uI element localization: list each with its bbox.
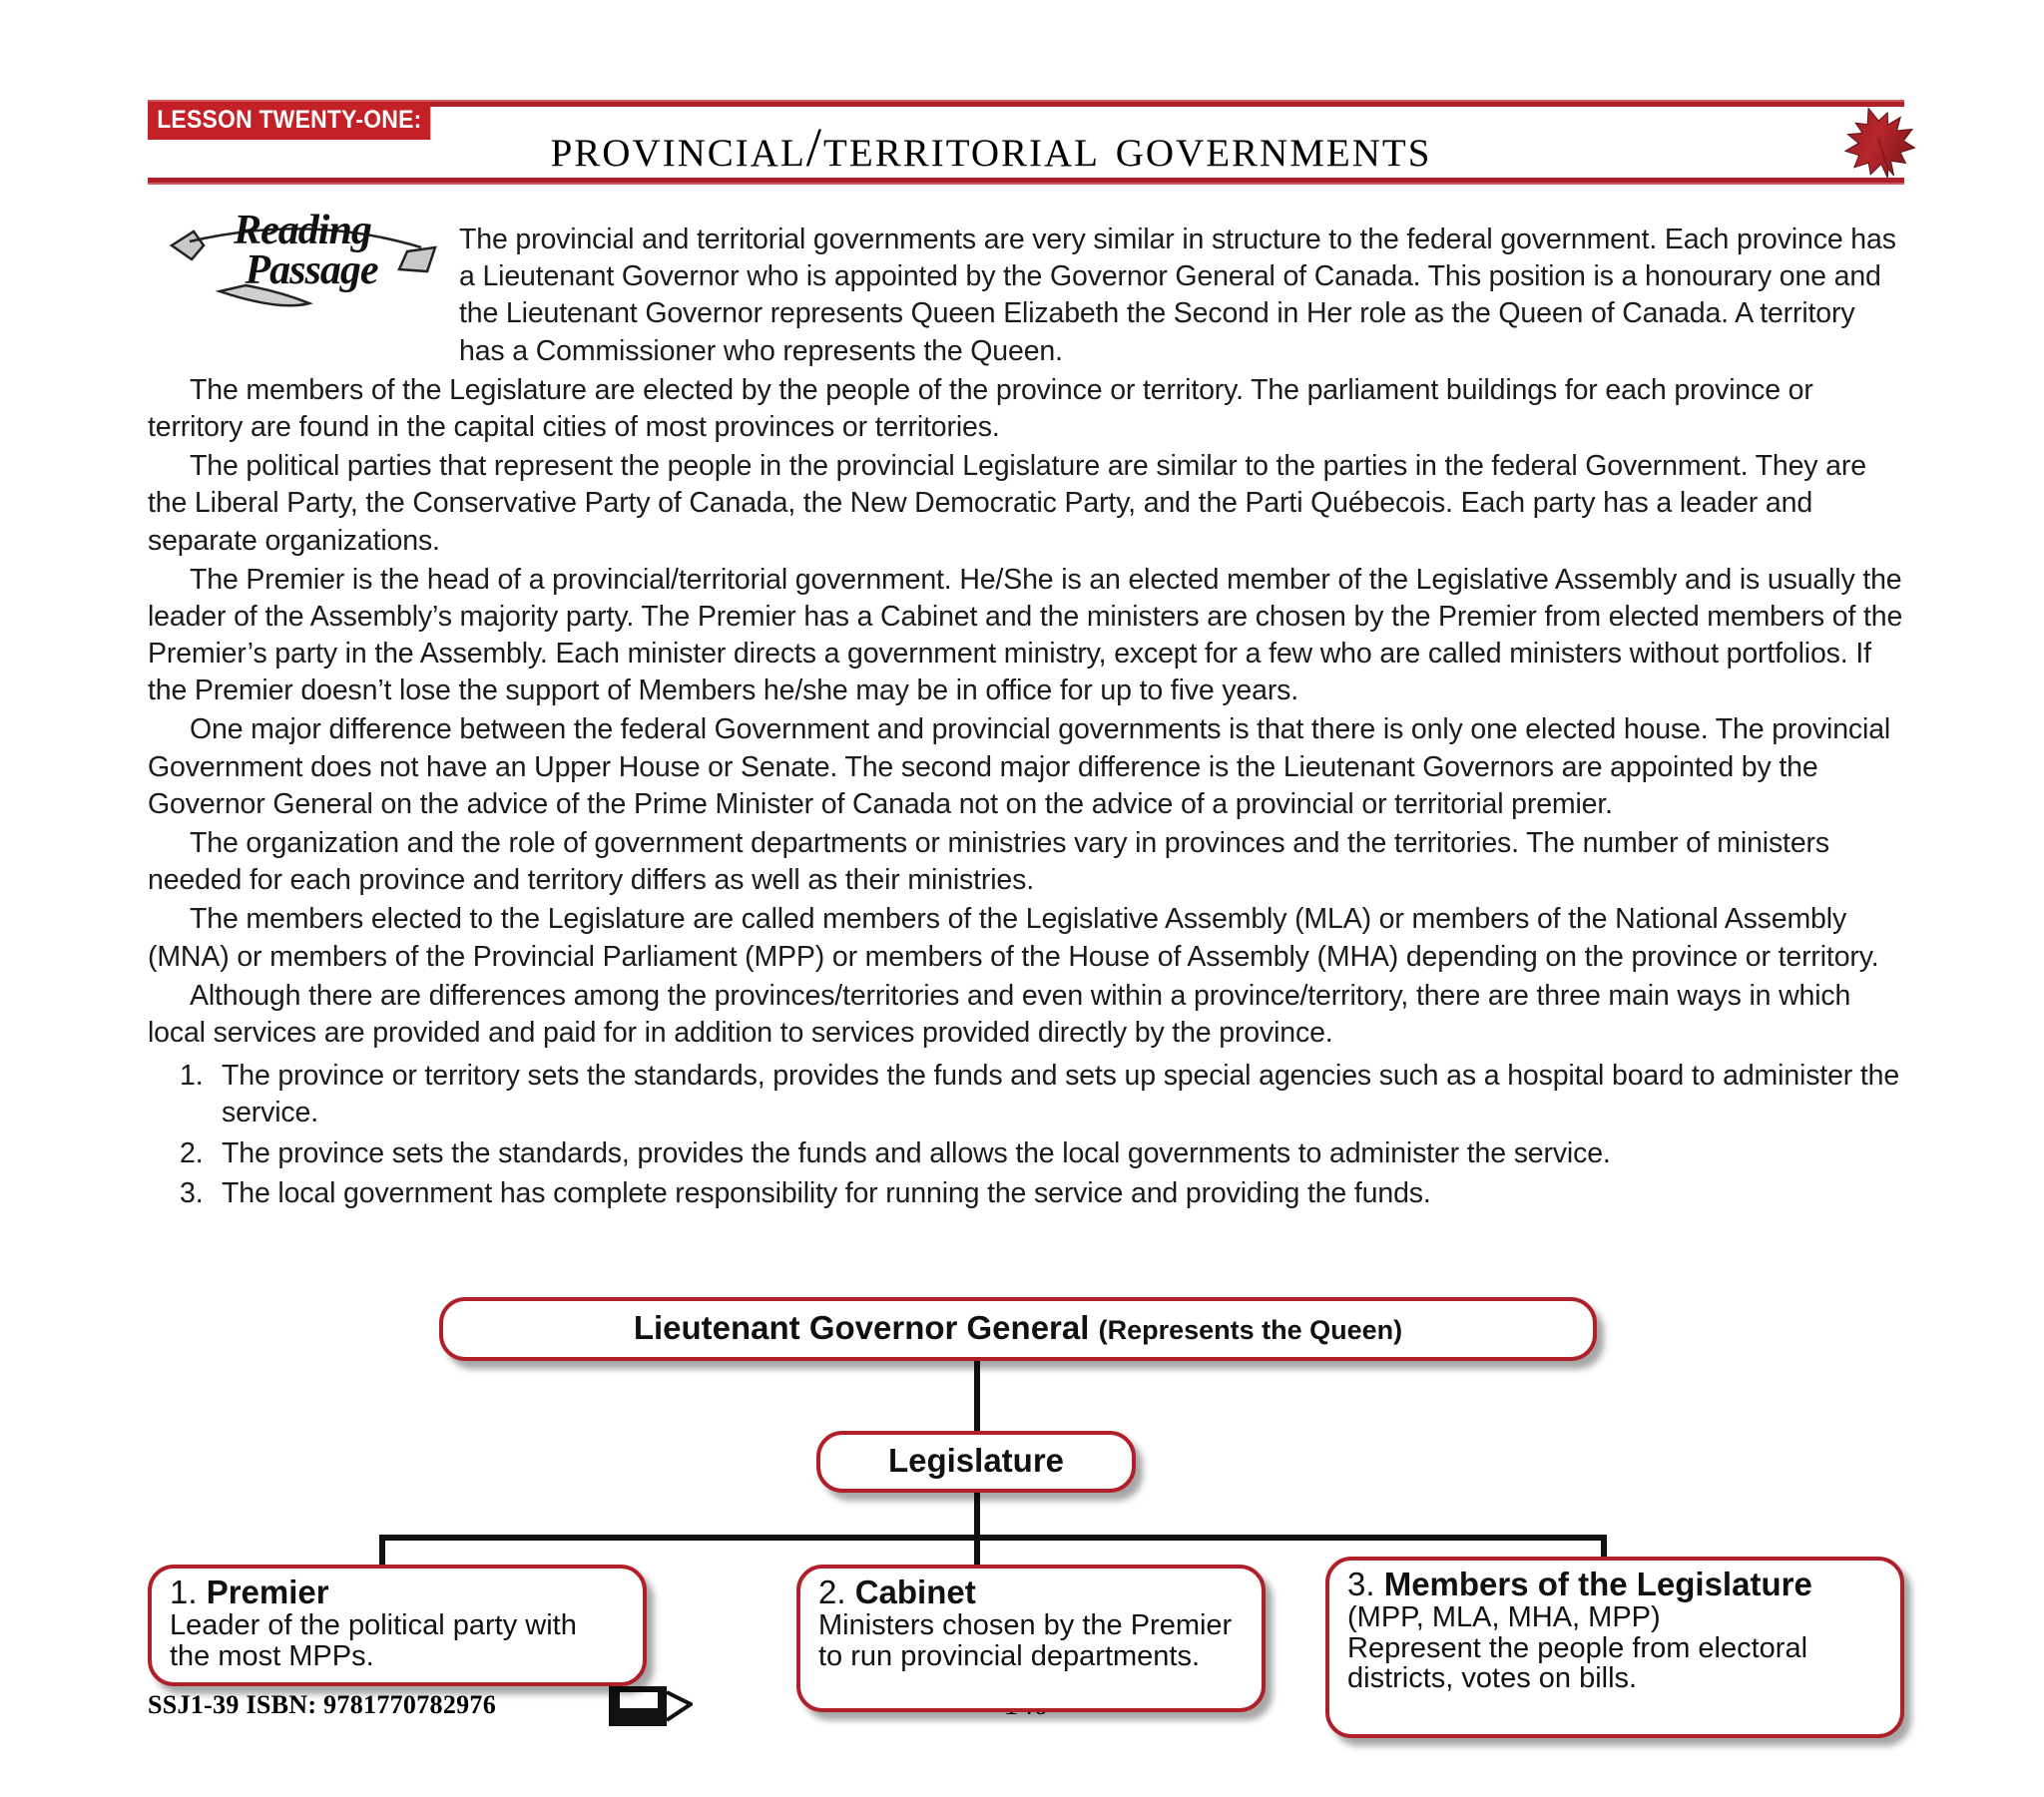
node-title — [170, 1574, 625, 1610]
paragraph-6: The organization and the role of government departments or ministries vary in provinces and the territories. The number of ministers needed for each province and territory differs as well as their ministries. — [148, 827, 1829, 897]
diagram-node-legislature — [816, 1431, 1136, 1493]
node-title — [818, 1574, 1244, 1610]
paragraph-2: The members of the Legislature are elected by the people of the province or territory. The parliament buildings for each province or territory are found in the capital cities of most provinces or territories. — [148, 373, 1813, 443]
diagram-node-lieutenant-governor-general — [439, 1297, 1597, 1361]
node-title — [461, 1310, 1575, 1346]
connector-mid-vertical — [974, 1491, 980, 1571]
node-body: Represent the people from electoral districts, votes on bills. — [1347, 1631, 1808, 1695]
node-title: Legislature — [887, 1442, 1065, 1479]
diagram-node-cabinet — [796, 1565, 1266, 1712]
node-number: 1. — [170, 1573, 207, 1610]
connector-top-vertical — [974, 1359, 980, 1433]
diagram-node-members-of-the-legislature — [1325, 1557, 1904, 1738]
node-title — [1347, 1567, 1882, 1602]
node-name: Cabinet — [854, 1573, 976, 1610]
reading-passage-line2: Passage — [245, 246, 378, 293]
passage-body — [148, 222, 1904, 1215]
list-item: The province or territory sets the standards, provides the funds and sets up special agencies such as a hospital board to administer the service. — [222, 1060, 1900, 1129]
paragraph-7: The members elected to the Legislature are called members of the Legislative Assembly (MLA) or members of the National Assembly (MNA) or members of the Provincial Parliament (MPP) or members of the House of Assembly (MHA) depending on the province or territory. — [148, 903, 1879, 973]
node-name: Premier — [206, 1573, 329, 1610]
list-item: The province sets the standards, provides the funds and allows the local governments to administer the service. — [222, 1136, 1611, 1169]
paragraph-5: One major difference between the federal Government and provincial governments is that there is only one elected house. The provincial Government does not have an Upper House or Senate. The second major difference is the Lieutenant Governors are appointed by the Governor General on the advice of the Prime Minister of Canada not on the advice of a provincial or territorial premier. — [148, 713, 1891, 820]
node-title-main: Lieutenant Governor General — [633, 1309, 1099, 1346]
footer-isbn: SSJ1-39 ISBN: 9781770782976 — [148, 1690, 497, 1719]
node-number: 2. — [818, 1573, 855, 1610]
node-name: Members of the Legislature — [1383, 1566, 1812, 1602]
paragraph-8: Although there are differences among the provinces/territories and even within a province/territory, there are three main ways in which local services are provided and paid for in addition to services provided directly by the province. — [148, 979, 1851, 1049]
reading-passage-line1: Reading — [234, 208, 371, 253]
paragraph-4: The Premier is the head of a provincial/territorial government. He/She is an elected member of the Legislative Assembly and is usually the leader of the Assembly’s majority party. The Premier has a Cabinet and the ministers are chosen by the Premier from elected members of the Premier’s party in the Assembly. Each minister directs a government ministry, except for a few who are called ministers without portfolios. If the Premier doesn’t lose the support of Members he/she may be in office for up to five years. — [148, 563, 1903, 707]
connector-horizontal — [379, 1535, 1607, 1541]
government-structure-diagram — [148, 1297, 1904, 1695]
node-number: 3. — [1347, 1566, 1384, 1602]
header-rule-bottom — [148, 178, 1904, 185]
node-title-sub: (Represents the Queen) — [1098, 1315, 1403, 1345]
maple-leaf-icon — [1834, 100, 1924, 184]
lesson-tag: LESSON TWENTY-ONE: — [148, 102, 431, 140]
node-body: Leader of the political party with the most MPPs. — [170, 1609, 577, 1672]
page-header — [148, 78, 1904, 188]
three-ways-list — [148, 1058, 1904, 1212]
node-body: Ministers chosen by the Premier to run provincial departments. — [818, 1609, 1233, 1672]
page-title: provincial/territorial governments — [550, 117, 1432, 178]
diagram-node-premier — [148, 1565, 647, 1686]
paragraph-1: The provincial and territorial governments are very similar in structure to the federal government. Each province has a Lieutenant Governor who is appointed by the Governor General of Canada. This position is a honourary one and the Lieutenant Governor represents Queen Elizabeth the Second in Her role as the Queen of Canada. A territory has a Commissioner who represents the Queen. — [459, 224, 1896, 367]
node-body-abbreviations: (MPP, MLA, MHA, MPP) — [1347, 1601, 1661, 1634]
paragraph-3: The political parties that represent the people in the provincial Legislature are similar to the parties in the federal Government. They are the Liberal Party, the Conservative Party of Canada, the New Democratic Party, and the Parti Québecois. Each party has a leader and separate organizations. — [148, 450, 1866, 557]
list-item: The local government has complete responsibility for running the service and providing the funds. — [222, 1176, 1431, 1209]
